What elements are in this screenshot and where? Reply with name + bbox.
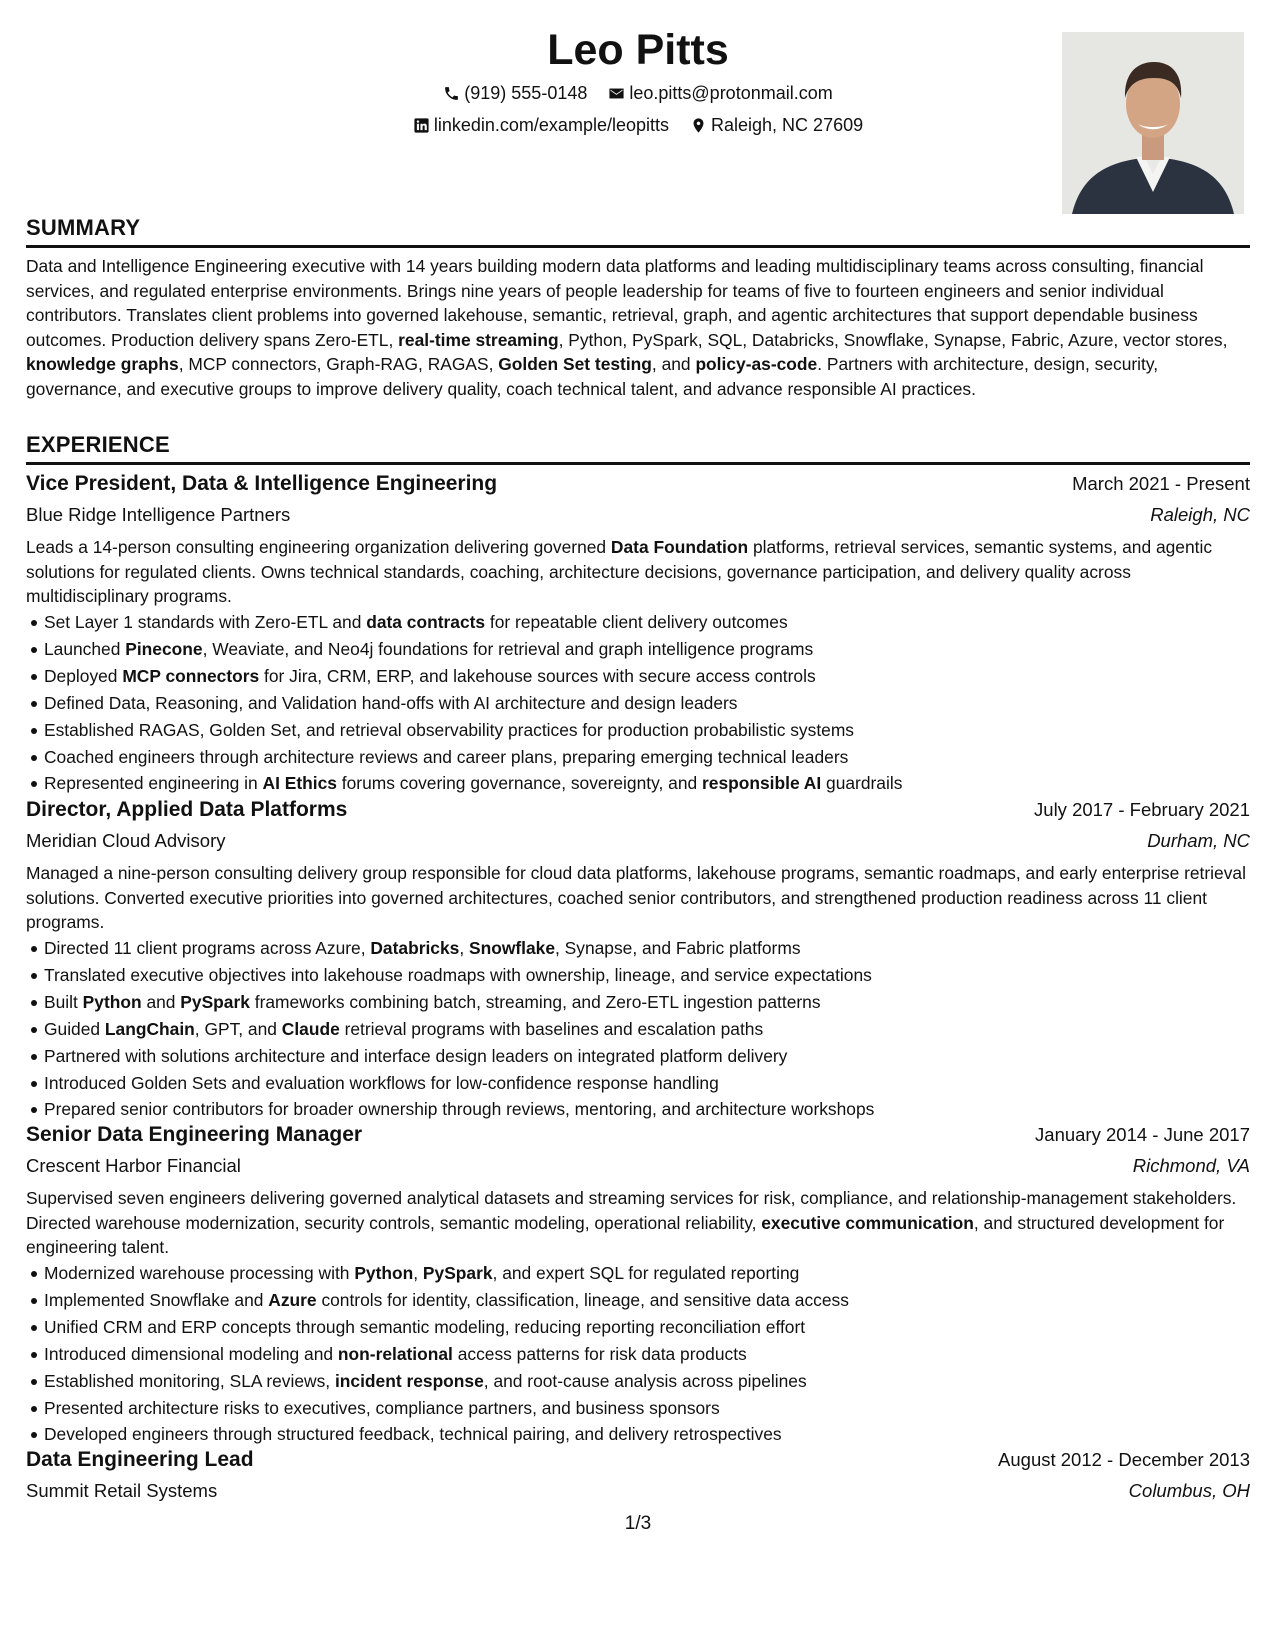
bullet-item: [26, 1070, 1250, 1097]
text-run: Directed 11 client programs across Azure,: [44, 938, 371, 958]
text-run: , GPT, and: [194, 1018, 282, 1039]
profile-photo-illustration: [1062, 32, 1244, 214]
phone-icon: [443, 85, 460, 102]
bullet-item: [26, 609, 1250, 636]
bullet-item: [26, 1043, 1250, 1070]
text-run: Unified CRM and ERP concepts through semantic modeling, reducing reporting reconciliation effort: [44, 1316, 806, 1337]
text-run: , and root-cause analysis across pipelines: [483, 1370, 807, 1391]
bullet-item: [26, 1314, 1250, 1341]
bullet-item: [26, 1341, 1250, 1368]
bold-keyword: PySpark: [180, 991, 250, 1012]
bold-keyword: PySpark: [422, 1263, 493, 1283]
text-run: and: [141, 991, 181, 1012]
job-description: [26, 861, 1250, 935]
text-run: , Weaviate, and Neo4j foundations for retrieval and graph intelligence programs: [202, 638, 814, 659]
bullet-item: [26, 1287, 1250, 1314]
text-run: ,: [413, 1263, 423, 1283]
text-run: Translated executive objectives into lakehouse roadmaps with ownership, lineage, and service expectations: [44, 964, 872, 985]
bold-keyword: responsible AI: [702, 773, 822, 794]
job-title: Data Engineering Lead: [26, 1448, 254, 1471]
bold-keyword: executive communication: [761, 1212, 974, 1233]
bold-keyword: data contracts: [366, 612, 486, 632]
bold-keyword: Python: [354, 1263, 414, 1283]
bold-keyword: Golden Set testing: [498, 354, 652, 374]
text-run: retrieval programs with baselines and escalation paths: [339, 1018, 764, 1039]
text-run: Coached engineers through architecture reviews and career plans, preparing emerging technical leaders: [44, 746, 849, 767]
bullet-item: [26, 962, 1250, 989]
text-run: Leads a 14-person consulting engineering organization delivering governed: [26, 537, 611, 557]
bullet-item: [26, 1368, 1250, 1395]
job-location: Richmond, VA: [1132, 1155, 1250, 1176]
page-number: 1/3: [624, 1513, 652, 1534]
text-run: Prepared senior contributors for broader ownership through reviews, mentoring, and architecture workshops: [44, 1099, 875, 1120]
text-run: access patterns for risk data products: [452, 1343, 747, 1364]
job-company: Meridian Cloud Advisory: [26, 830, 226, 851]
text-run: Data and Intelligence Engineering executive with 14 years building modern data platforms and leading multidisciplinary teams across consulting, financial services, and regulated enterprise environments. Brings nine years of people leadership for teams of five to fourteen engineers and senior individual contributors. Translates client problems into governed lakehouse, semantic, retrieval, graph, and agentic architectures that support dependable business outcomes. Production delivery spans Zero-ETL,: [26, 256, 1204, 350]
job-bullet-list: [26, 609, 1250, 797]
job-title: Vice President, Data & Intelligence Engineering: [26, 472, 498, 495]
text-run: . Partners with architecture, design, security, governance, and executive groups to improve delivery quality, coach technical talent, and advance responsible AI practices.: [26, 354, 1159, 399]
text-run: Deployed: [44, 665, 123, 686]
text-run: , Python, PySpark, SQL, Databricks, Snowflake, Synapse, Fabric, Azure, vector stores,: [558, 329, 1228, 350]
job-title: Director, Applied Data Platforms: [26, 798, 348, 821]
text-run: , and structured development for engineering talent.: [26, 1212, 1225, 1257]
text-run: Presented architecture risks to executives, compliance partners, and business sponsors: [44, 1397, 720, 1418]
summary-heading: SUMMARY: [26, 214, 1250, 248]
bold-keyword: non-relational: [337, 1343, 453, 1364]
bold-keyword: policy-as-code: [695, 354, 818, 374]
text-run: Introduced Golden Sets and evaluation workflows for low-confidence response handling: [44, 1072, 719, 1093]
text-run: Introduced dimensional modeling and: [44, 1343, 338, 1364]
bullet-item: [26, 1016, 1250, 1043]
text-run: forums covering governance, sovereignty, and: [336, 773, 703, 794]
email-text[interactable]: leo.pitts@protonmail.com: [629, 83, 833, 103]
text-run: Set Layer 1 standards with Zero-ETL and: [44, 612, 367, 632]
job-company: Crescent Harbor Financial: [26, 1155, 241, 1176]
bold-keyword: Python: [82, 991, 142, 1012]
candidate-name: Leo Pitts: [547, 26, 729, 74]
job-description: [26, 535, 1250, 609]
job-bullet-list: [26, 935, 1250, 1123]
text-run: for repeatable client delivery outcomes: [485, 612, 788, 632]
bullet-item: [26, 770, 1250, 797]
text-run: Launched: [44, 638, 126, 659]
bold-keyword: knowledge graphs: [26, 354, 179, 374]
job-dates: July 2017 - February 2021: [1034, 799, 1250, 820]
text-run: Managed a nine-person consulting delivery group responsible for cloud data platforms, lakehouse programs, semantic roadmaps, and early enterprise retrieval solutions. Converted executive priorities into governed architectures, coached senior contributors, and strengthened production readiness across 11 client programs.: [26, 863, 1246, 932]
job-location: Durham, NC: [1147, 830, 1250, 851]
bullet-item: [26, 636, 1250, 663]
job-dates: August 2012 - December 2013: [998, 1449, 1250, 1470]
bold-keyword: real-time streaming: [398, 329, 559, 350]
bold-keyword: Snowflake: [468, 938, 555, 958]
bullet-item: [26, 1395, 1250, 1422]
text-run: Partnered with solutions architecture and interface design leaders on integrated platform delivery: [44, 1045, 788, 1066]
text-run: Established RAGAS, Golden Set, and retrieval observability practices for production probabilistic systems: [44, 719, 855, 740]
text-run: platforms, retrieval services, semantic systems, and agentic solutions for regulated clients. Owns technical standards, coaching, architecture decisions, governance participation, and delivery quality across multidisciplinary programs.: [26, 537, 1213, 606]
text-run: , and: [651, 354, 696, 374]
envelope-icon: [608, 85, 625, 102]
bullet-item: [26, 1421, 1250, 1448]
text-run: Defined Data, Reasoning, and Validation hand-offs with AI architecture and design leaders: [44, 692, 738, 713]
text-run: , MCP connectors, Graph-RAG, RAGAS,: [178, 354, 499, 374]
text-run: Supervised seven engineers delivering governed analytical datasets and streaming services for risk, compliance, and relationship-management stakeholders. Directed warehouse modernization, security controls, semantic modeling, operational reliability,: [26, 1188, 1237, 1233]
text-run: , and expert SQL for regulated reporting: [492, 1263, 800, 1283]
bullet-item: [26, 935, 1250, 962]
text-run: Represented engineering in: [44, 773, 263, 794]
linkedin-text[interactable]: linkedin.com/example/leopitts: [433, 115, 669, 135]
text-run: Implemented Snowflake and: [44, 1289, 269, 1310]
text-run: Modernized warehouse processing with: [44, 1263, 355, 1283]
contact-phone: [443, 81, 587, 105]
job-dates: January 2014 - June 2017: [1035, 1124, 1250, 1145]
bold-keyword: AI Ethics: [262, 773, 337, 794]
resume-page: [26, 0, 1250, 1650]
text-run: controls for identity, classification, lineage, and sensitive data access: [316, 1289, 849, 1310]
profile-photo: [1062, 32, 1244, 214]
bullet-item: [26, 989, 1250, 1016]
text-run: frameworks combining batch, streaming, and Zero-ETL ingestion patterns: [249, 991, 821, 1012]
experience-heading: EXPERIENCE: [26, 431, 1250, 465]
bullet-item: [26, 1096, 1250, 1123]
bold-keyword: Claude: [281, 1018, 340, 1039]
job-location: Columbus, OH: [1128, 1480, 1250, 1501]
text-run: guardrails: [821, 773, 903, 794]
bullet-item: [26, 717, 1250, 744]
bold-keyword: LangChain: [104, 1018, 195, 1039]
text-run: Built: [44, 991, 83, 1012]
text-run: , Synapse, and Fabric platforms: [555, 938, 801, 958]
text-run: Established monitoring, SLA reviews,: [44, 1370, 335, 1391]
phone-text: (919) 555-0148: [464, 83, 588, 103]
bold-keyword: Pinecone: [125, 638, 203, 659]
bullet-item: [26, 663, 1250, 690]
bullet-item: [26, 1260, 1250, 1287]
linkedin-icon: [413, 117, 430, 134]
text-run: for Jira, CRM, ERP, and lakehouse sources with secure access controls: [259, 665, 816, 686]
job-location: Raleigh, NC: [1150, 504, 1250, 525]
job-company: Summit Retail Systems: [26, 1480, 218, 1501]
job-company: Blue Ridge Intelligence Partners: [26, 504, 291, 525]
contact-linkedin[interactable]: [413, 113, 669, 137]
job-description: [26, 1186, 1250, 1260]
bullet-item: [26, 690, 1250, 717]
bold-keyword: incident response: [334, 1370, 484, 1391]
map-pin-icon: [690, 117, 707, 134]
bold-keyword: Data Foundation: [610, 537, 749, 557]
text-run: Guided: [44, 1018, 105, 1039]
bold-keyword: Azure: [268, 1289, 317, 1310]
job-title: Senior Data Engineering Manager: [26, 1123, 363, 1146]
resume-header: [26, 22, 1250, 212]
bold-keyword: Databricks: [370, 938, 460, 958]
job-bullet-list: [26, 1260, 1250, 1448]
contact-email[interactable]: [608, 81, 832, 105]
job-dates: March 2021 - Present: [1072, 473, 1250, 494]
contact-location: [690, 113, 863, 137]
bold-keyword: MCP connectors: [122, 665, 260, 686]
text-run: Developed engineers through structured feedback, technical pairing, and delivery retrospectives: [44, 1424, 782, 1445]
text-run: ,: [459, 938, 469, 958]
summary-text: [26, 254, 1250, 401]
bullet-item: [26, 744, 1250, 771]
location-text: Raleigh, NC 27609: [711, 115, 864, 135]
